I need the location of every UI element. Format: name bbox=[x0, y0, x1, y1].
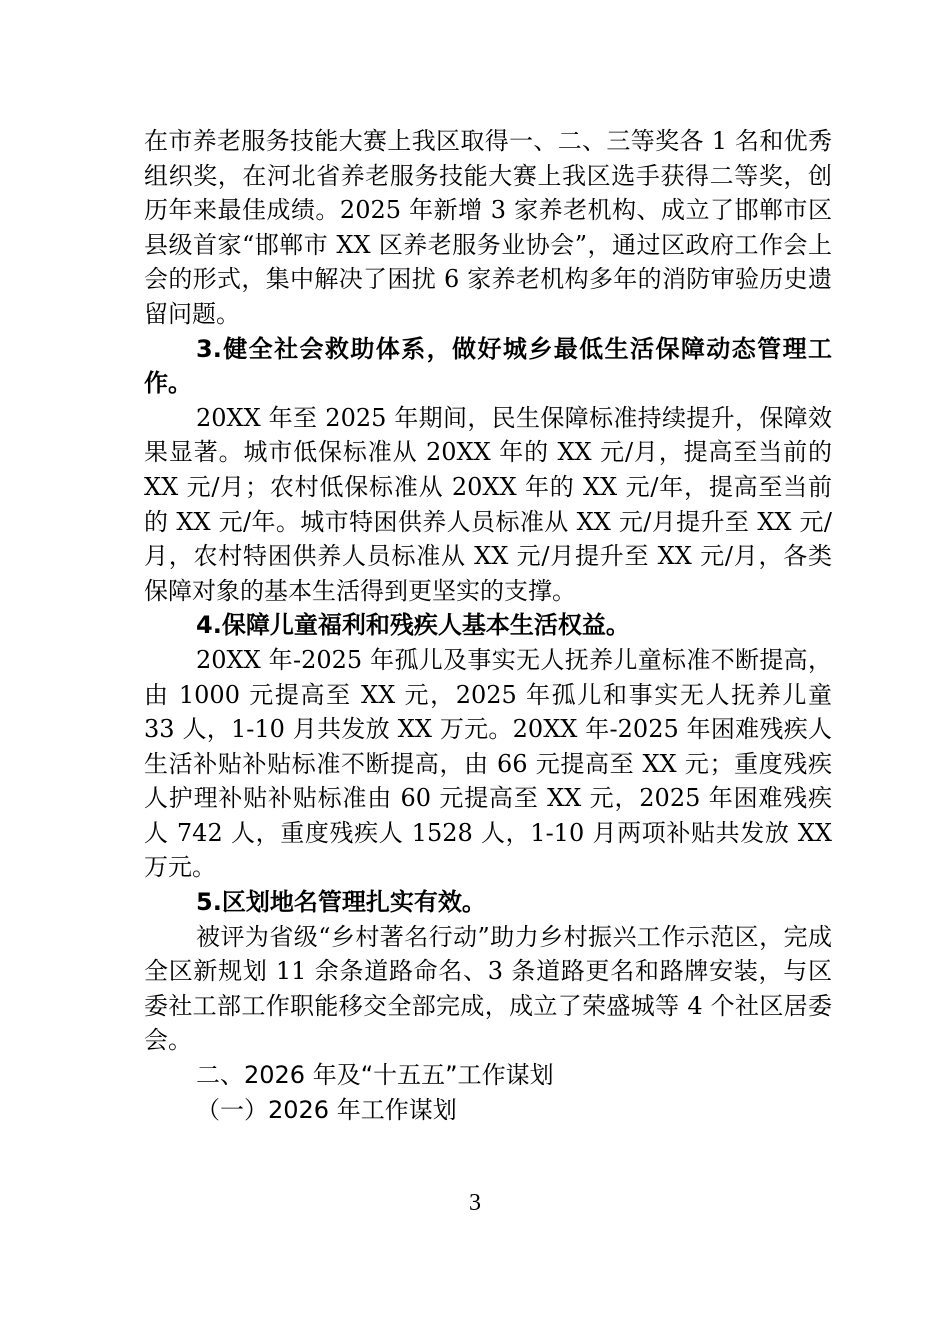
heading-place-names: 5.区划地名管理扎实有效。 bbox=[196, 888, 486, 917]
section-heading-2026-plan: 二、2026 年及“十五五”工作谋划 bbox=[196, 1061, 554, 1090]
heading-social-assistance: 3.健全社会救助体系，做好城乡最低生活保障动态管理工作。 bbox=[144, 334, 832, 398]
heading-child-welfare: 4.保障儿童福利和残疾人基本生活权益。 bbox=[196, 611, 630, 640]
subsection-heading-2026-work-plan: （一）2026 年工作谋划 bbox=[196, 1095, 457, 1124]
page-number: 3 bbox=[469, 1190, 481, 1216]
paragraph-minimum-living-standards: 20XX 年至 2025 年期间，民生保障标准持续提升，保障效果显著。城市低保标准从 20XX 年的 XX 元/月，提高至当前的 XX 元/月；农村低保标准从 20XX 年的 XX 元/年，提高至当前的 XX 元/年。城市特困供养人员标准从 XX 元/月提升至 XX 元/月，农村特困供养人员标准从 XX 元/月提升至 XX 元/月，各类保障对象的基本生活得到更坚实的支撑。 bbox=[144, 403, 832, 605]
paragraph-elderly-care-awards: 在市养老服务技能大赛上我区取得一、二、三等奖各 1 名和优秀组织奖，在河北省养老服务技能大赛上我区选手获得二等奖，创历年来最佳成绩。2025 年新增 3 家养老机构、成立了邯郸市区县级首家“邯郸市 XX 区养老服务业协会”，通过区政府工作会上会的形式，集中解决了困扰 6 家养老机构多年的消防审验历史遗留问题。 bbox=[144, 127, 832, 328]
paragraph-place-name-management: 被评为省级“乡村著名行动”助力乡村振兴工作示范区，完成全区新规划 11 余条道路命名、3 条道路更名和路牌安装，与区委社工部工作职能移交全部完成，成立了荣盛城等 4 个社区居委会。 bbox=[144, 922, 832, 1055]
document-body bbox=[144, 124, 832, 1127]
paragraph-orphan-disability-subsidies: 20XX 年-2025 年孤儿及事实无人抚养儿童标准不断提高，由 1000 元提高至 XX 元，2025 年孤儿和事实无人抚养儿童 33 人，1-10 月共发放 XX 万元。20XX 年-2025 年困难残疾人生活补贴补贴标准不断提高，由 66 元提高至 XX 元；重度残疾人护理补贴补贴标准由 60 元提高至 XX 元，2025 年困难残疾人 742 人，重度残疾人 1528 人，1-10 月两项补贴共发放 XX 万元。 bbox=[144, 645, 832, 882]
